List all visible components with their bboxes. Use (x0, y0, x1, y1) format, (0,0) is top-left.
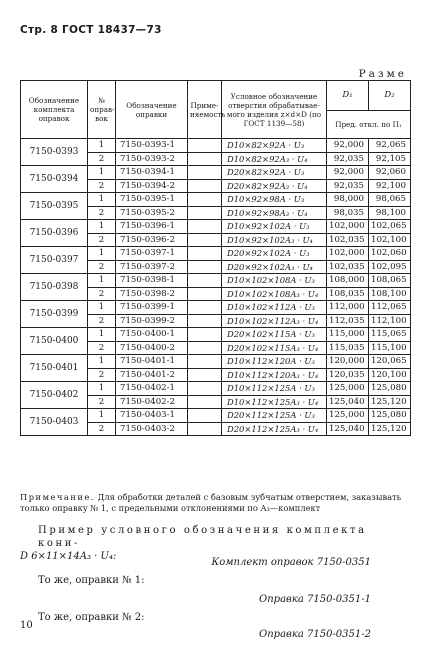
table-row (21, 193, 411, 207)
hole-designation-cell: D10×92×102A₃ · U₄ (222, 233, 327, 247)
mandrel-designation-cell: 7150-0401-1 (116, 355, 188, 369)
set-designation-cell: 7150-0400 (21, 328, 88, 355)
header-mandrel-designation: Обозначение оправки (116, 81, 188, 139)
d1-value-cell: 92,035 (327, 152, 369, 166)
d2-value-cell: 92,105 (369, 152, 411, 166)
d1-value-cell: 120,000 (327, 355, 369, 369)
d1-value-cell: 102,035 (327, 260, 369, 274)
d2-value-cell: 92,060 (369, 166, 411, 180)
table-row (21, 247, 411, 261)
applicability-cell (188, 152, 222, 166)
d2-value-cell: 102,095 (369, 260, 411, 274)
hole-designation-cell: D10×102×112A₃ · U₄ (222, 314, 327, 328)
mandrel-designation-cell: 7150-0399-2 (116, 314, 188, 328)
set-designation-cell: 7150-0398 (21, 274, 88, 301)
hole-designation-cell: D10×102×108A₃ · U₄ (222, 287, 327, 301)
mandrel-designation-cell: 7150-0395-2 (116, 206, 188, 220)
applicability-cell (188, 179, 222, 193)
footnote-text: Для обработки деталей с базовым зубчатым отверстием, заказывать только оправку № 1, с предельными отклонениями по A₃—комплект (20, 492, 402, 513)
mandrel-number-cell: 1 (88, 139, 116, 153)
header-tolerance: Пред. откл. по П₁ (327, 111, 411, 139)
hole-designation-cell: D10×112×125A₃ · U₄ (222, 395, 327, 409)
d1-value-cell: 112,000 (327, 301, 369, 315)
hole-designation-cell: D20×92×102A₃ · U₄ (222, 260, 327, 274)
table-row (21, 139, 411, 153)
mandrel-designation-cell: 7150-0396-2 (116, 233, 188, 247)
mandrel-designation-cell: 7150-0401-2 (116, 368, 188, 382)
set-designation-cell: 7150-0403 (21, 409, 88, 436)
d2-value-cell: 125,080 (369, 382, 411, 396)
page-header: Стр. 8 ГОСТ 18437—73 (20, 24, 162, 36)
applicability-cell (188, 247, 222, 261)
table-row (21, 166, 411, 180)
d2-value-cell: 115,100 (369, 341, 411, 355)
hole-designation-cell: D20×92×102A · U₃ (222, 247, 327, 261)
d1-value-cell: 120,035 (327, 368, 369, 382)
mandrel-number-cell: 1 (88, 193, 116, 207)
applicability-cell (188, 341, 222, 355)
applicability-cell (188, 260, 222, 274)
mandrel-number-cell: 1 (88, 301, 116, 315)
d2-value-cell: 120,100 (369, 368, 411, 382)
hole-designation-cell: D10×112×120A · U₃ (222, 355, 327, 369)
d2-value-cell: 102,065 (369, 220, 411, 234)
d2-value-cell: 92,065 (369, 139, 411, 153)
mandrel-number-cell: 2 (88, 368, 116, 382)
d1-value-cell: 102,000 (327, 247, 369, 261)
hole-designation-cell: D10×112×120A₃ · U₄ (222, 368, 327, 382)
hole-designation-cell: D20×112×125A · U₃ (222, 409, 327, 423)
table-row (21, 220, 411, 234)
mandrel-number-cell: 2 (88, 287, 116, 301)
applicability-cell (188, 395, 222, 409)
d2-value-cell: 102,100 (369, 233, 411, 247)
mandrel-designation-cell: 7150-0395-1 (116, 193, 188, 207)
hole-designation-cell: D20×102×115A · U₃ (222, 328, 327, 342)
example-result-set: Комплект оправок 7150-0351 (211, 557, 371, 568)
set-designation-cell: 7150-0399 (21, 301, 88, 328)
table-row (21, 409, 411, 423)
hole-designation-cell: D20×82×92A · U₃ (222, 166, 327, 180)
d2-value-cell: 115,065 (369, 328, 411, 342)
mandrel-designation-cell: 7150-0398-2 (116, 287, 188, 301)
d1-value-cell: 112,035 (327, 314, 369, 328)
applicability-cell (188, 382, 222, 396)
set-designation-cell: 7150-0396 (21, 220, 88, 247)
mandrel-number-cell: 1 (88, 247, 116, 261)
d2-value-cell: 102,060 (369, 247, 411, 261)
hole-designation-cell: D20×82×92A₃ · U₄ (222, 179, 327, 193)
mandrel-number-cell: 2 (88, 260, 116, 274)
applicability-cell (188, 409, 222, 423)
d2-value-cell: 125,080 (369, 409, 411, 423)
mandrel-number-cell: 1 (88, 220, 116, 234)
d2-value-cell: 98,065 (369, 193, 411, 207)
d1-value-cell: 115,035 (327, 341, 369, 355)
applicability-cell (188, 193, 222, 207)
set-designation-cell: 7150-0395 (21, 193, 88, 220)
mandrel-number-cell: 1 (88, 328, 116, 342)
mandrel-number-cell: 1 (88, 355, 116, 369)
set-designation-cell: 7150-0402 (21, 382, 88, 409)
d1-value-cell: 102,000 (327, 220, 369, 234)
d1-value-cell: 125,000 (327, 409, 369, 423)
d1-value-cell: 108,000 (327, 274, 369, 288)
applicability-cell (188, 220, 222, 234)
d2-value-cell: 112,065 (369, 301, 411, 315)
mandrel-designation-cell: 7150-0402-1 (116, 382, 188, 396)
d2-value-cell: 108,065 (369, 274, 411, 288)
mandrel-number-cell: 2 (88, 179, 116, 193)
hole-designation-cell: D10×102×108A · U₃ (222, 274, 327, 288)
mandrel-designation-cell: 7150-0398-1 (116, 274, 188, 288)
hole-designation-cell: D10×102×112A · U₃ (222, 301, 327, 315)
mandrel-table (20, 80, 411, 436)
mandrel-designation-cell: 7150-0397-2 (116, 260, 188, 274)
page-number: 10 (20, 620, 33, 631)
mandrel-number-cell: 1 (88, 274, 116, 288)
mandrel-number-cell: 2 (88, 152, 116, 166)
mandrel-number-cell: 2 (88, 314, 116, 328)
hole-designation-cell: D10×112×125A · U₃ (222, 382, 327, 396)
example-result-mandrel1: Оправка 7150-0351-1 (259, 594, 371, 605)
example-result-mandrel2: Оправка 7150-0351-2 (259, 629, 371, 640)
mandrel-designation-cell: 7150-0396-1 (116, 220, 188, 234)
applicability-cell (188, 287, 222, 301)
mandrel-designation-cell: 7150-0397-1 (116, 247, 188, 261)
d2-value-cell: 98,100 (369, 206, 411, 220)
d2-value-cell: 125,120 (369, 395, 411, 409)
table-row (21, 301, 411, 315)
hole-designation-cell: D20×112×125A₃ · U₄ (222, 422, 327, 436)
d1-value-cell: 108,035 (327, 287, 369, 301)
mandrel-designation-cell: 7150-0394-2 (116, 179, 188, 193)
applicability-cell (188, 206, 222, 220)
applicability-cell (188, 301, 222, 315)
mandrel-designation-cell: 7150-0399-1 (116, 301, 188, 315)
applicability-cell (188, 166, 222, 180)
mandrel-designation-cell: 7150-0400-2 (116, 341, 188, 355)
d1-value-cell: 125,040 (327, 422, 369, 436)
table-row (21, 274, 411, 288)
d1-value-cell: 125,040 (327, 395, 369, 409)
hole-designation-cell: D20×102×115A₃ · U₄ (222, 341, 327, 355)
mandrel-number-cell: 1 (88, 166, 116, 180)
applicability-cell (188, 355, 222, 369)
header-set-designation: Обозначение комплекта оправок (21, 81, 88, 139)
d2-value-cell: 112,100 (369, 314, 411, 328)
set-designation-cell: 7150-0397 (21, 247, 88, 274)
d2-value-cell: 120,065 (369, 355, 411, 369)
mandrel-number-cell: 2 (88, 341, 116, 355)
example-same2: То же, оправки № 2: (38, 612, 145, 623)
mandrel-number-cell: 2 (88, 395, 116, 409)
size-caption: Разме (358, 68, 407, 80)
d2-value-cell: 108,100 (369, 287, 411, 301)
mandrel-number-cell: 2 (88, 422, 116, 436)
applicability-cell (188, 139, 222, 153)
d1-value-cell: 98,000 (327, 193, 369, 207)
applicability-cell (188, 328, 222, 342)
table-row (21, 355, 411, 369)
d1-value-cell: 98,035 (327, 206, 369, 220)
header-d2: D₂ (369, 81, 411, 111)
hole-designation-cell: D10×82×92A · U₃ (222, 139, 327, 153)
hole-designation-cell: D10×92×98A · U₃ (222, 193, 327, 207)
mandrel-designation-cell: 7150-0393-2 (116, 152, 188, 166)
d1-value-cell: 92,000 (327, 139, 369, 153)
set-designation-cell: 7150-0401 (21, 355, 88, 382)
d1-value-cell: 125,000 (327, 382, 369, 396)
example-line2: D 6×11×14A₃ · U₄: (20, 551, 117, 562)
mandrel-number-cell: 2 (88, 233, 116, 247)
header-d1: D₁ (327, 81, 369, 111)
header-hole-designation: Условное обозначение отверстия обрабатывае-мого изделия z×d×D (по ГОСТ 1139—58) (222, 81, 327, 139)
mandrel-number-cell: 2 (88, 206, 116, 220)
set-designation-cell: 7150-0394 (21, 166, 88, 193)
header-applicability: Приме-няемость (188, 81, 222, 139)
mandrel-designation-cell: 7150-0403-1 (116, 409, 188, 423)
d1-value-cell: 115,000 (327, 328, 369, 342)
table-row (21, 328, 411, 342)
mandrel-designation-cell: 7150-0402-2 (116, 395, 188, 409)
d1-value-cell: 102,035 (327, 233, 369, 247)
applicability-cell (188, 314, 222, 328)
set-designation-cell: 7150-0393 (21, 139, 88, 166)
header-mandrel-number: № оправ-вок (88, 81, 116, 139)
applicability-cell (188, 274, 222, 288)
d1-value-cell: 92,035 (327, 179, 369, 193)
example-same1: То же, оправки № 1: (38, 575, 145, 586)
mandrel-number-cell: 1 (88, 382, 116, 396)
d1-value-cell: 92,000 (327, 166, 369, 180)
mandrel-designation-cell: 7150-0403-2 (116, 422, 188, 436)
mandrel-designation-cell: 7150-0394-1 (116, 166, 188, 180)
d2-value-cell: 125,120 (369, 422, 411, 436)
hole-designation-cell: D10×92×102A · U₃ (222, 220, 327, 234)
footnote-label: Примечание. (20, 492, 95, 502)
table-row (21, 382, 411, 396)
mandrel-designation-cell: 7150-0400-1 (116, 328, 188, 342)
hole-designation-cell: D10×82×92A₃ · U₄ (222, 152, 327, 166)
mandrel-number-cell: 1 (88, 409, 116, 423)
hole-designation-cell: D10×92×98A₃ · U₄ (222, 206, 327, 220)
d2-value-cell: 92,100 (369, 179, 411, 193)
mandrel-designation-cell: 7150-0393-1 (116, 139, 188, 153)
applicability-cell (188, 233, 222, 247)
example-line1: Пример условного обозначения комплекта кони- (38, 525, 367, 549)
applicability-cell (188, 422, 222, 436)
applicability-cell (188, 368, 222, 382)
footnote (20, 492, 410, 514)
